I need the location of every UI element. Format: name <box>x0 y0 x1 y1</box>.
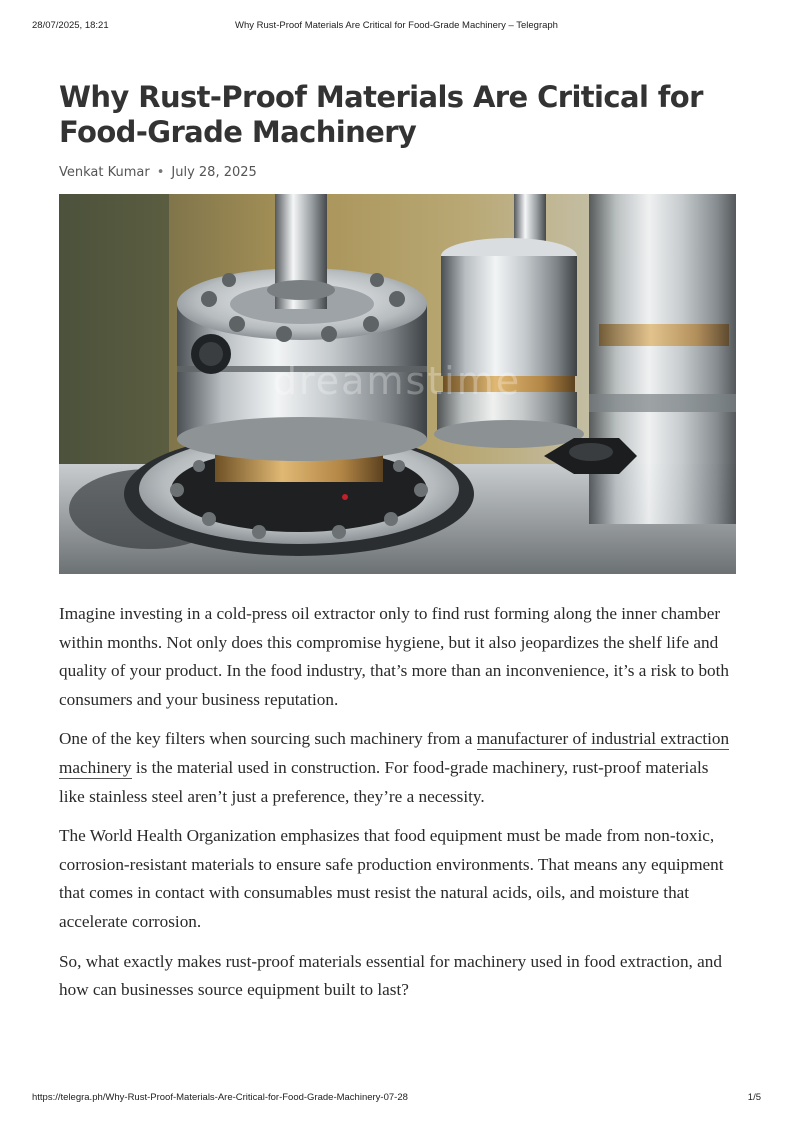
print-datetime: 28/07/2025, 18:21 <box>32 20 109 31</box>
print-page-title: Why Rust-Proof Materials Are Critical for Food-Grade Machinery – Telegraph <box>235 20 558 31</box>
print-header <box>32 20 761 34</box>
publish-date: July 28, 2025 <box>171 165 257 180</box>
image-watermark: dreamstime <box>272 359 522 403</box>
paragraph-text: is the material used in construction. For food-grade machinery, rust-proof materials like stainless steel aren’t just a preference, they’re a necessity. <box>59 757 709 806</box>
manufacturer-link[interactable]: manufacturer of industrial extraction machinery <box>59 729 730 777</box>
hero-image <box>59 194 736 574</box>
paragraph-text: One of the key filters when sourcing such machinery from a <box>59 729 477 749</box>
print-url: https://telegra.ph/Why-Rust-Proof-Materials-Are-Critical-for-Food-Grade-Machinery-07-28 <box>32 1092 408 1103</box>
article-title: Why Rust-Proof Materials Are Critical for Food-Grade Machinery <box>59 80 703 149</box>
print-page-number: 1/5 <box>747 1092 761 1103</box>
paragraph: The World Health Organization emphasizes that food equipment must be made from non-toxic, corrosion-resistant materials to ensure safe production environments. That means any equipment that comes in contact with consumables must resist the natural acids, oils, and moisture that accelerate corrosion. <box>59 826 724 931</box>
article-body <box>59 600 736 1005</box>
byline-separator: • <box>156 165 165 180</box>
paragraph: Imagine investing in a cold-press oil extractor only to find rust forming along the inner chamber within months. Not only does this compromise hygiene, but it also jeopardizes the shelf life and quality of your product. In the food industry, that’s more than an inconvenience, it’s a risk to both consumers and your business reputation. <box>59 604 730 709</box>
article <box>59 80 736 1016</box>
paragraph <box>59 725 736 811</box>
paragraph: So, what exactly makes rust-proof materials essential for machinery used in food extraction, and how can businesses source equipment built to last? <box>59 951 722 1000</box>
byline <box>59 164 736 182</box>
author-name[interactable]: Venkat Kumar <box>59 165 150 180</box>
print-footer <box>32 1092 761 1106</box>
rear-cylinder-right <box>589 194 736 524</box>
